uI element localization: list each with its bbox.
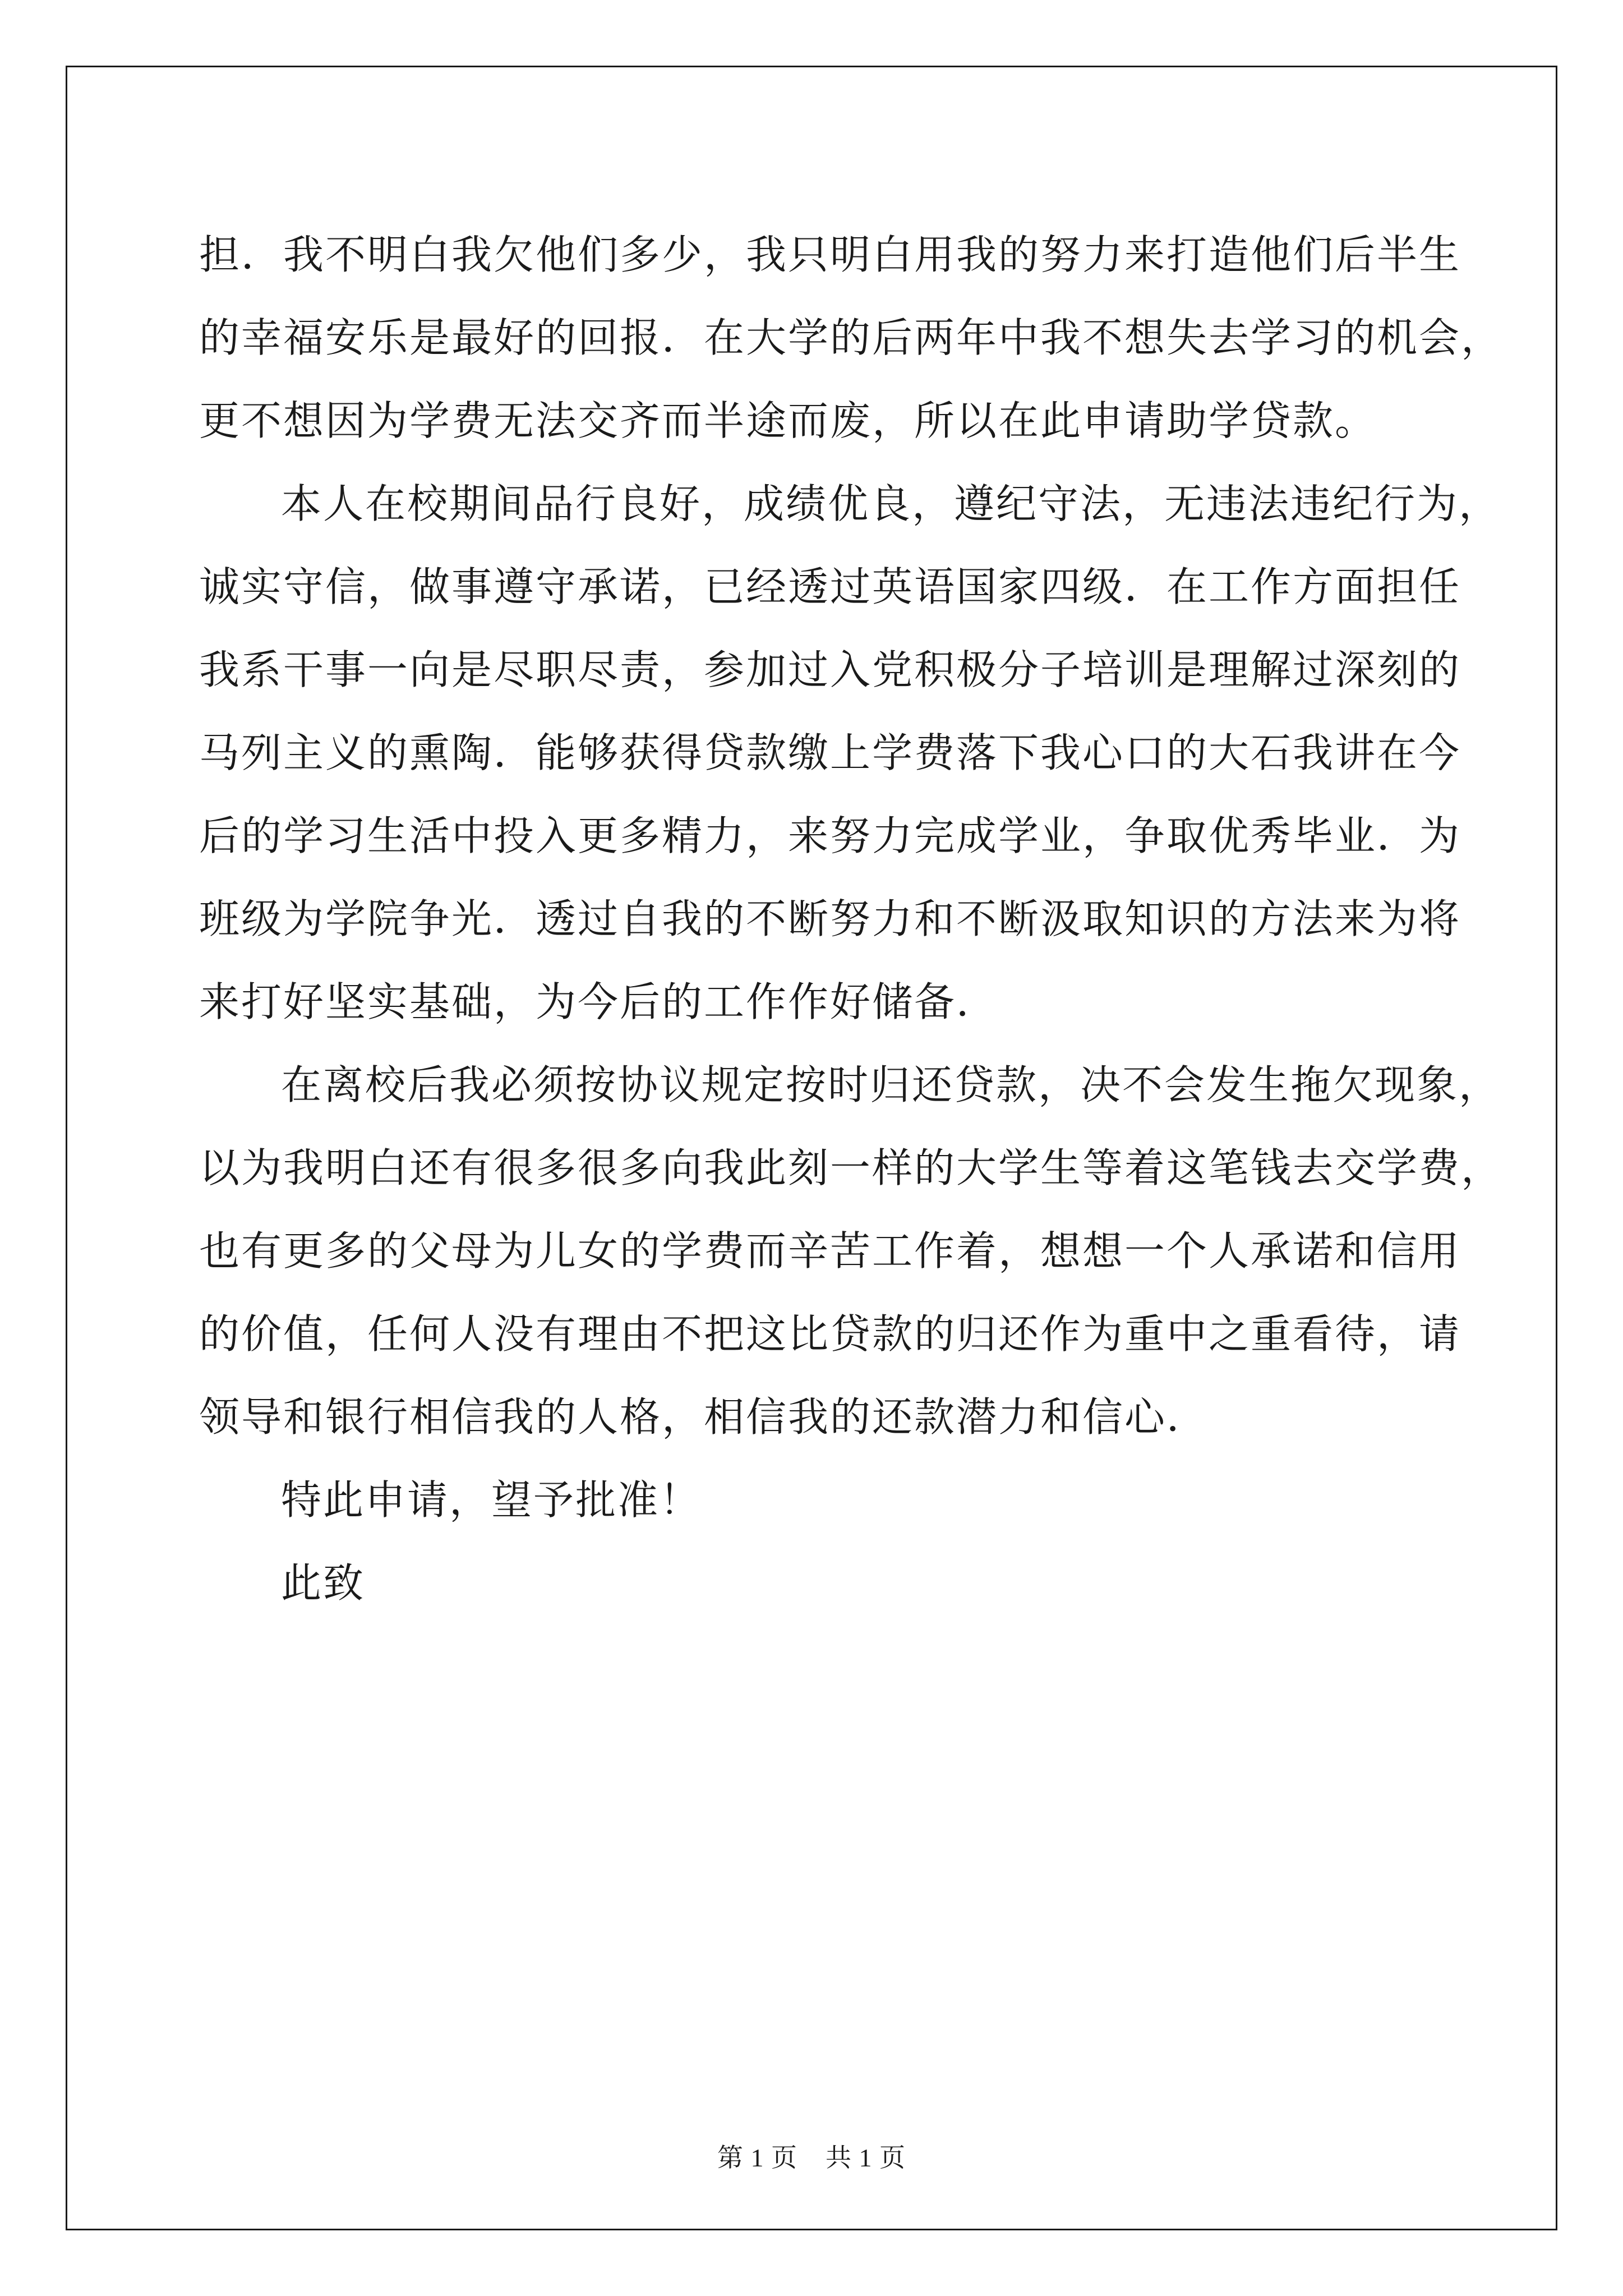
- text-line: 也有更多的父母为儿女的学费而辛苦工作着，想想一个人承诺和信用: [199, 1227, 1461, 1274]
- text-line: 的价值，任何人没有理由不把这比贷款的归还作为重中之重看待，请: [199, 1310, 1461, 1358]
- text-line: 领导和银行相信我的人格，相信我的还款潜力和信心．: [199, 1393, 1209, 1441]
- text-line: 马列主义的熏陶．能够获得贷款缴上学费落下我心口的大石我讲在今: [199, 729, 1461, 776]
- document-body: [199, 213, 1504, 1625]
- paragraph-start-line: 在离校后我必须按协议规定按时归还贷款，决不会发生拖欠现象，: [281, 1061, 1501, 1108]
- paragraph-start-line: 本人在校期间品行良好，成绩优良，遵纪守法，无违法违纪行为，: [281, 480, 1501, 527]
- page-footer: [0, 2137, 1623, 2174]
- text-line: 担．我不明白我欠他们多少，我只明白用我的努力来打造他们后半生: [199, 231, 1461, 278]
- text-line: 我系干事一向是尽职尽责，参加过入党积极分子培训是理解过深刻的: [199, 646, 1461, 693]
- text-line: 以为我明白还有很多很多向我此刻一样的大学生等着这笔钱去交学费，: [199, 1144, 1504, 1191]
- page-number: 第 1 页: [717, 2143, 797, 2172]
- text-line: 后的学习生活中投入更多精力，来努力完成学业，争取优秀毕业．为: [199, 812, 1461, 859]
- closing-request-line: 特此申请，望予批准！: [281, 1476, 702, 1524]
- salutation-line: 此致: [281, 1559, 366, 1607]
- text-line: 班级为学院争光．透过自我的不断努力和不断汲取知识的方法来为将: [199, 895, 1461, 942]
- text-line: 的幸福安乐是最好的回报．在大学的后两年中我不想失去学习的机会，: [199, 314, 1504, 361]
- text-line: 诚实守信，做事遵守承诺，已经透过英语国家四级．在工作方面担任: [199, 563, 1461, 610]
- text-line: 更不想因为学费无法交齐而半途而废，所以在此申请助学贷款。: [199, 397, 1377, 444]
- page-total: 共 1 页: [826, 2143, 906, 2172]
- text-line: 来打好坚实基础，为今后的工作作好储备．: [199, 978, 999, 1025]
